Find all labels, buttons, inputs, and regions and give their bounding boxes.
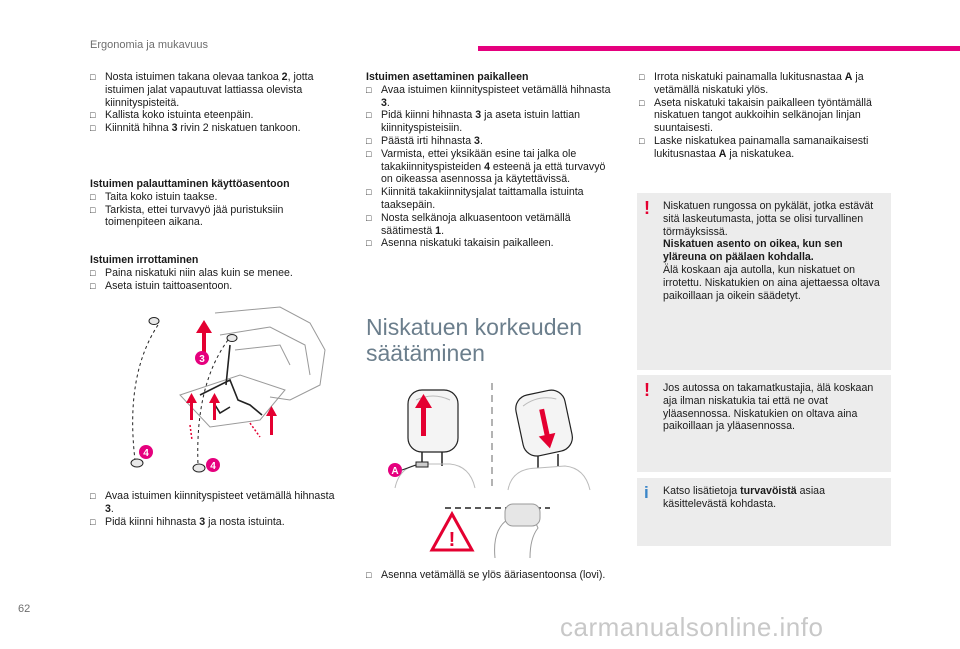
list-item: □ Paina niskatuki niin alas kuin se menee. bbox=[90, 267, 345, 280]
list-item: □ Kallista koko istuinta eteenpäin. bbox=[90, 109, 345, 122]
warning-box-1: ! Niskatuen rungossa on pykälät, jotka estävät sitä laskeutumasta, jotta se olisi turvallinen törmäyksissä. Niskatuen asento on oikea, kun sen yläreuna on päälaen kohdalla. Älä koskaan aja autolla, kun niskatuet on irrotettu. Niskatukien on aina ajettaessa oltava paikoillaan ja oikein säädetyt. bbox=[637, 193, 891, 370]
col2-bottom bbox=[366, 569, 616, 582]
list-item: □ Asenna niskatuki takaisin paikalleen. bbox=[366, 237, 614, 250]
seat-anchor-figure bbox=[120, 305, 335, 475]
col1-remove-section bbox=[90, 254, 345, 292]
warning-box-2: ! Jos autossa on takamatkustajia, älä koskaan aja ilman niskatukia tai että ne ovat yläasennossa. Niskatukien on oltava aina paikoillaan ja yläasennossa. bbox=[637, 375, 891, 472]
list-item: □ Tarkista, ettei turvavyö jää puristuksiin toimenpiteen aikana. bbox=[90, 204, 345, 230]
list-item: □ Kiinnitä hihna 3 rivin 2 niskatuen tankoon. bbox=[90, 122, 345, 135]
list-item: □ Nosta selkänoja alkuasentoon vetämällä säätimestä 1. bbox=[366, 212, 614, 238]
warning-icon: ! bbox=[644, 198, 650, 218]
page-number: 62 bbox=[18, 603, 31, 615]
svg-text:!: ! bbox=[448, 529, 456, 551]
figure-label-3: 3 bbox=[199, 354, 205, 365]
list-item: □ Aseta niskatuki takaisin paikalleen työntämällä niskatuen tangot aukkoihin selkänojan linjan suuntaisesti. bbox=[639, 97, 889, 135]
col1-intro bbox=[90, 71, 345, 135]
figure-label-4-right: 4 bbox=[210, 461, 216, 472]
list-item: □ Varmista, ettei yksikään esine tai jalka ole takakiinnityspisteiden 4 esteenä ja että turvavyö on oikeassa asennossa ja käytettävissä. bbox=[366, 148, 614, 186]
list-item: □ Nosta istuimen takana olevaa tankoa 2, jotta istuimen jalat vapautuvat lattiassa olevista kiinnityspisteitä. bbox=[90, 71, 345, 109]
chapter-title: Ergonomia ja mukavuus bbox=[90, 39, 209, 51]
list-item: □ Asenna vetämällä se ylös ääriasentoonsa (lovi). bbox=[366, 569, 616, 582]
section-heading: Istuimen palauttaminen käyttöasentoon bbox=[90, 178, 290, 190]
col2-install-section bbox=[366, 71, 614, 250]
list-item: □ Päästä irti hihnasta 3. bbox=[366, 135, 614, 148]
section-heading: Istuimen asettaminen paikalleen bbox=[366, 71, 529, 83]
figure-label-a: A bbox=[391, 466, 399, 477]
col3-steps bbox=[639, 71, 889, 161]
list-item: □ Kiinnitä takakiinnitysjalat taittamalla istuinta taaksepäin. bbox=[366, 186, 614, 212]
list-item: □ Avaa istuimen kiinnityspisteet vetämällä hihnasta 3. bbox=[366, 84, 614, 110]
list-item: □ Aseta istuin taittoasentoon. bbox=[90, 280, 345, 293]
info-icon: i bbox=[644, 483, 649, 502]
headrest-figure bbox=[380, 378, 605, 563]
col1-after-figure bbox=[90, 490, 345, 528]
list-item: □ Taita koko istuin taakse. bbox=[90, 191, 345, 204]
watermark: carmanualsonline.info bbox=[560, 612, 824, 642]
section-title: Niskatuen korkeuden säätäminen bbox=[366, 314, 583, 366]
chapter-accent-bar bbox=[478, 46, 960, 51]
list-item: □ Irrota niskatuki painamalla lukitusnastaa A ja vetämällä niskatuki ylös. bbox=[639, 71, 889, 97]
col1-return-section bbox=[90, 178, 345, 229]
list-item: □ Pidä kiinni hihnasta 3 ja nosta istuinta. bbox=[90, 516, 345, 529]
list-item: □ Avaa istuimen kiinnityspisteet vetämällä hihnasta 3. bbox=[90, 490, 345, 516]
section-heading: Istuimen irrottaminen bbox=[90, 254, 199, 266]
list-item: □ Laske niskatukea painamalla samanaikaisesti lukitusnastaa A ja niskatukea. bbox=[639, 135, 889, 161]
figure-label-4-left: 4 bbox=[143, 448, 149, 459]
warning-icon: ! bbox=[644, 380, 650, 400]
list-item: □ Pidä kiinni hihnasta 3 ja aseta istuin lattian kiinnityspisteisiin. bbox=[366, 109, 614, 135]
info-box: i Katso lisätietoja turvavöistä asiaa käsittelevästä kohdasta. bbox=[637, 478, 891, 546]
